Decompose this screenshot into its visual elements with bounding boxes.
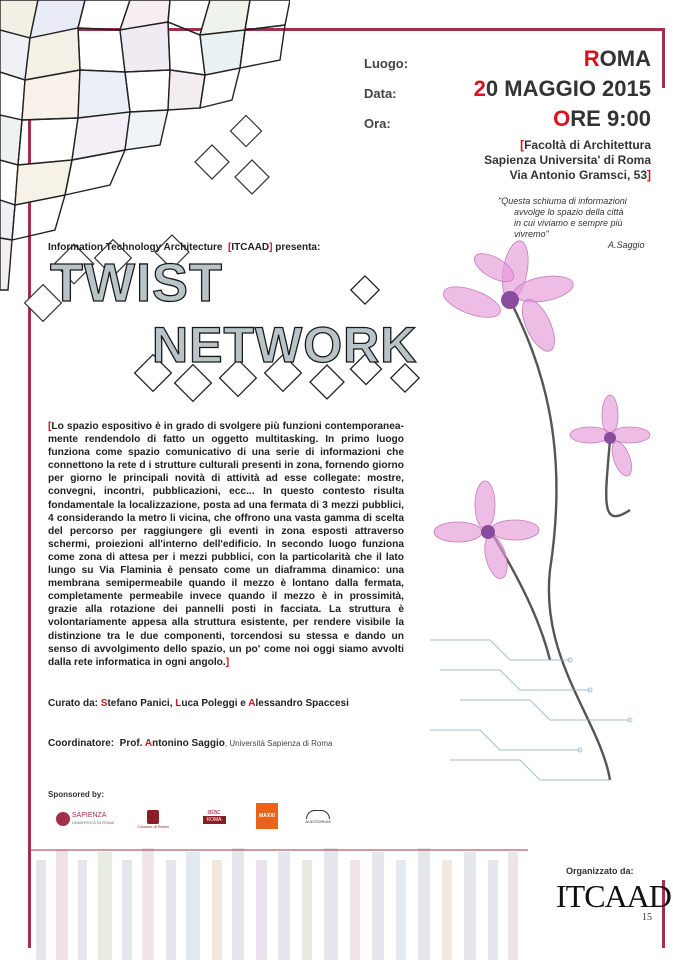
auditorium-logo: AUDITORIUM [296, 806, 340, 828]
ora-label: Ora: [364, 116, 391, 131]
frame-right-line [662, 28, 665, 88]
quote-author: A.Saggio [608, 240, 645, 250]
sapienza-logo: SAPIENZA UNIVERSITÀ DI ROMA [52, 808, 118, 830]
page-number: 15 [642, 912, 652, 923]
sponsored-label: Sponsored by: [48, 790, 105, 799]
bottom-stripe-pattern [28, 842, 528, 964]
atac-logo: atac ROMA [194, 805, 234, 827]
curato-line: Curato da: Stefano Panici, Luca Poleggi e Alessandro Spaccesi [48, 698, 349, 709]
ora-value: ORE 9:00 [553, 106, 651, 131]
luogo-label: Luogo: [364, 56, 409, 71]
flower-illustration [430, 240, 670, 820]
coordinatore-line: Coordinatore: Prof. Antonino Saggio, Università Sapienza di Roma [48, 738, 333, 749]
luogo-value: ROMA [583, 46, 651, 71]
venue-address: [Facoltà di Architettura Sapienza Universita' di Roma Via Antonio Gramsci, 53] [484, 138, 651, 182]
presenta-line: Information Technology Architecture [ITCAAD] presenta: [48, 242, 321, 253]
quote-block: "Questa schiuma di informazioni avvolge lo spazio della città in cui viviamo e sempre più vivremo" A.Saggio [498, 196, 648, 251]
title-network: NETWORK [152, 317, 418, 373]
comune-logo: Comune di Roma [136, 808, 170, 830]
organizzato-label: Organizzato da: [566, 866, 634, 876]
title-twist: TWIST [50, 253, 223, 313]
itcaad-logo: ITCAAD [556, 878, 671, 914]
data-value: 20 MAGGIO 2015 [473, 76, 651, 101]
data-label: Data: [364, 86, 397, 101]
description-text: [Lo spazio espositivo è in grado di svolgere più funzioni contemporanea-mente rendendolo di fatto un oggetto multitasking. In primo luogo funziona come spazio comunicativo di una serie di informazioni che connettono la rete d i strutture culturali presenti in zona, fornendo giorno per giorno le principali novità di attività ad esse collegate: mostre, convegni, incontri, pubblicazioni, ecc... In questo contesto risulta fondamentale la localizzazione, posta ad una fermata di 3 mezzi pubblici, 4 considerando la metro li vicina, che offrono una vasta gamma di scelta del percorso per raggiungere gli eventi in zona esposti attraverso schermi, proiezioni all'interno dell'edificio. In secondo luogo funziona come zona di attesa per i mezzi pubblici, con la particolarità che il lato lungo su Via Flaminia è pensato come un diaframma dinamico: una membrana semipermeabile quando il mezzo è lontano dalla fermata, completamente permeabile invece quando il mezzo è in prossimità, grazie alla rotazione dei pannelli posti in facciata. La struttura è volontariamente appesa alla struttura esistente, per rendere visibile la distinzione tra le due componenti, torcendosi su stessa e dando un senso di avvolgimento dello spazio, un po' come noi oggi siamo avvolti dalla rete informatica in ogni angolo.] [48, 421, 404, 668]
maxxi-logo: MAXXI [256, 803, 278, 829]
